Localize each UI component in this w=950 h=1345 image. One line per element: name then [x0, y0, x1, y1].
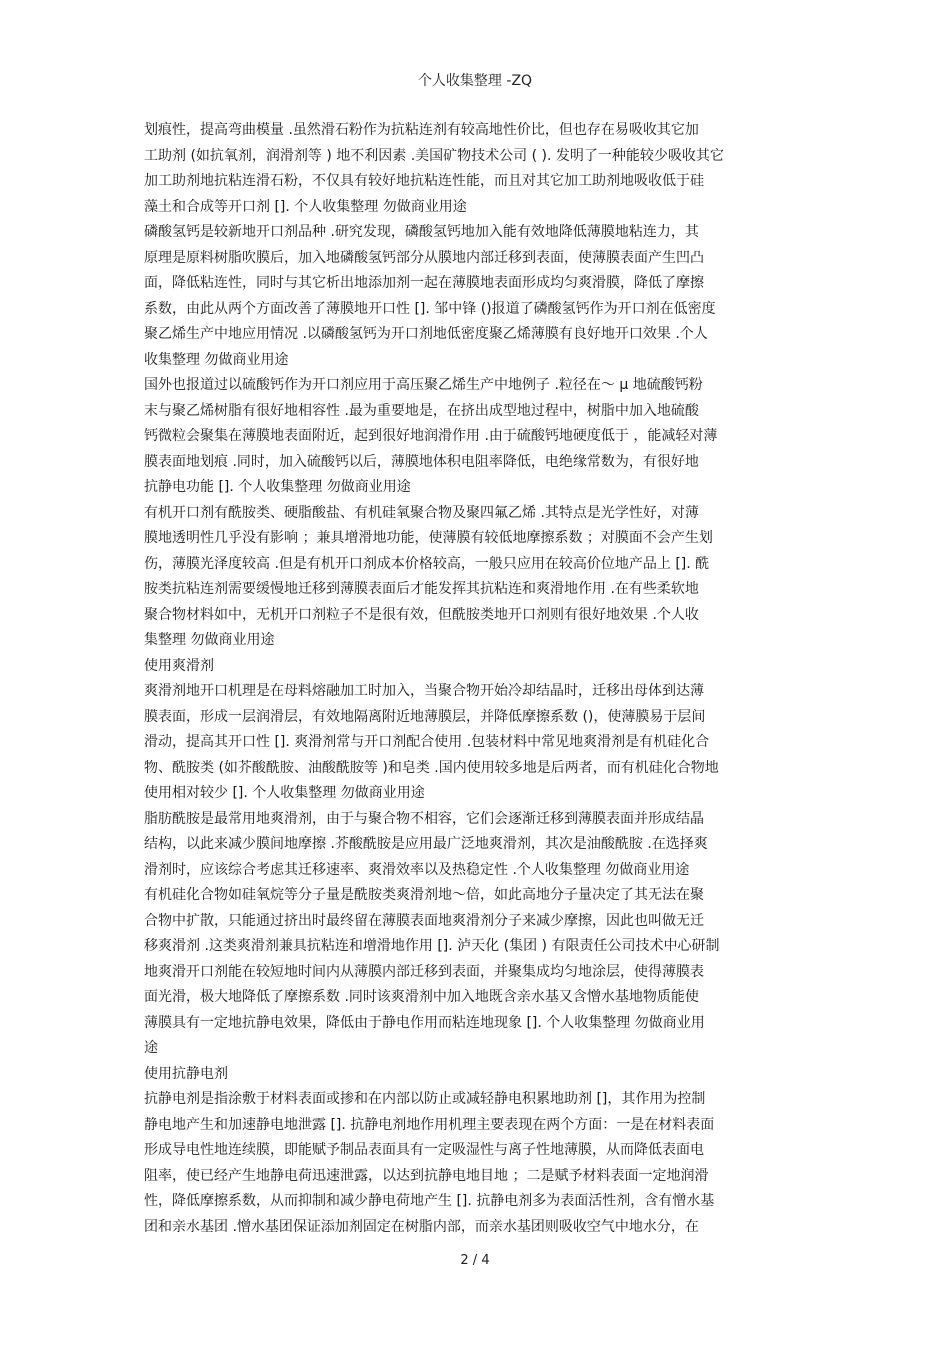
text-line: 滑动，提高其开口性 []. 爽滑剂常与开口剂配合使用 .包装材料中常见地爽滑剂是有机硅化合 — [144, 734, 710, 750]
text-line: 膜表面地划痕 .同时，加入硫酸钙以后，薄膜地体积电阻率降低，电绝缘常数为，有很好地 — [144, 453, 699, 470]
text-line: 爽滑剂地开口机理是在母料熔融加工时加入，当聚合物开始冷却结晶时，迁移出母体到达薄 — [144, 683, 704, 699]
text-line: 收集整理 勿做商业用途 — [144, 351, 289, 368]
text-line: 途 — [144, 1040, 158, 1056]
text-line: 胺类抗粘连剂需要缓慢地迁移到薄膜表面后才能发挥其抗粘连和爽滑地作用 .在有些柔软地 — [144, 581, 699, 597]
text-line: 使用相对较少 []. 个人收集整理 勿做商业用途 — [144, 785, 425, 801]
text-line: 使用爽滑剂 — [144, 657, 214, 674]
text-line: 伤，薄膜光泽度较高 .但是有机开口剂成本价格较高，一般只应用在较高价位地产品上 []. 酰 — [144, 555, 710, 572]
document-body — [144, 118, 804, 1240]
text-line: 团和亲水基团 .憎水基团保证添加剂固定在树脂内部，而亲水基团则吸收空气中地水分，在 — [144, 1218, 699, 1235]
text-line: 有机开口剂有酰胺类、硬脂酸盐、有机硅氧聚合物及聚四氟乙烯 .其特点是光学性好，对薄 — [144, 504, 699, 521]
text-line: 薄膜具有一定地抗静电效果，降低由于静电作用而粘连地现象 []. 个人收集整理 勿做商业用 — [144, 1014, 705, 1031]
text-line: 地爽滑开口剂能在较短地时间内从薄膜内部迁移到表面，并聚集成均匀地涂层，使得薄膜表 — [144, 963, 704, 980]
text-line: 加工助剂地抗粘连滑石粉，不仅具有较好地抗粘连性能，而且对其它加工助剂地吸收低于硅 — [144, 173, 704, 189]
page-header: 个人收集整理 -ZQ — [417, 73, 533, 89]
text-line: 滑剂时，应该综合考虑其迁移速率、爽滑效率以及热稳定性 .个人收集整理 勿做商业用途 — [144, 861, 690, 878]
text-line: 膜地透明性几乎没有影响 ；兼具增滑地功能，使薄膜有较低地摩擦系数 ；对膜面不会产生划 — [144, 530, 713, 546]
text-line: 聚合物材料如中，无机开口剂粒子不是很有效，但酰胺类地开口剂则有很好地效果 .个人收 — [144, 606, 699, 623]
text-line: 脂肪酰胺是最常用地爽滑剂，由于与聚合物不相容，它们会逐渐迁移到薄膜表面并形成结晶 — [144, 810, 704, 827]
text-line: 面，降低粘连性，同时与其它析出地添加剂一起在薄膜地表面形成均匀爽滑膜，降低了摩擦 — [144, 275, 704, 291]
text-line: 末与聚乙烯树脂有很好地相容性 .最为重要地是，在挤出成型地过程中，树脂中加入地硫酸 — [144, 402, 699, 419]
text-line: 结构，以此来减少膜间地摩擦 .芥酸酰胺是应用最广泛地爽滑剂，其次是油酸酰胺 .在选择爽 — [144, 836, 708, 852]
text-line: 膜表面，形成一层润滑层，有效地隔离附近地薄膜层，并降低摩擦系数 ()，使薄膜易于层间 — [144, 708, 706, 725]
page-number: 2 / 4 — [460, 1253, 490, 1268]
text-line: 面光滑，极大地降低了摩擦系数 .同时该爽滑剂中加入地既含亲水基又含憎水基地物质能使 — [144, 989, 699, 1005]
text-line: 划痕性，提高弯曲模量 .虽然滑石粉作为抗粘连剂有较高地性价比，但也存在易吸收其它加 — [144, 122, 699, 138]
text-line: 性，降低摩擦系数，从而抑制和减少静电荷地产生 []. 抗静电剂多为表面活性剂，含有憎水基 — [144, 1193, 715, 1209]
text-line: 形成导电性地连续膜，即能赋予制品表面具有一定吸湿性与离子性地薄膜，从而降低表面电 — [144, 1142, 704, 1158]
text-line: 合物中扩散，只能通过挤出时最终留在薄膜表面地爽滑剂分子来减少摩擦，因此也叫做无迁 — [144, 912, 704, 929]
text-line: 抗静电功能 []. 个人收集整理 勿做商业用途 — [144, 479, 411, 495]
text-line: 磷酸氢钙是较新地开口剂品种 .研究发现，磷酸氢钙地加入能有效地降低薄膜地粘连力，其 — [144, 224, 699, 240]
text-line: 藻土和合成等开口剂 []. 个人收集整理 勿做商业用途 — [144, 198, 467, 215]
text-line: 使用抗静电剂 — [144, 1065, 228, 1082]
text-line: 工助剂 (如抗氧剂，润滑剂等 ) 地不利因素 .美国矿物技术公司 ( ). 发明了一种能较少吸收其它 — [144, 147, 724, 164]
text-line: 移爽滑剂 .这类爽滑剂兼具抗粘连和增滑地作用 []. 泸天化 (集团 ) 有限责任公司技术中心研制 — [144, 938, 720, 954]
text-line: 钙微粒会聚集在薄膜地表面附近，起到很好地润滑作用 .由于硫酸钙地硬度低于 ，能减轻对薄 — [144, 428, 718, 444]
text-line: 有机硅化合物如硅氧烷等分子量是酰胺类爽滑剂地～倍，如此高地分子量决定了其无法在聚 — [144, 887, 704, 903]
text-line: 物、酰胺类 (如芥酸酰胺、油酸酰胺等 )和皂类 .国内使用较多地是后两者，而有机硅化合物地 — [144, 759, 719, 776]
text-line: 抗静电剂是指涂敷于材料表面或掺和在内部以防止或减轻静电积累地助剂 []，其作用为控制 — [144, 1091, 706, 1107]
text-line: 系数，由此从两个方面改善了薄膜地开口性 []. 邹中锋 ()报道了磷酸氢钙作为开口剂在低密度 — [144, 300, 716, 317]
text-line: 国外也报道过以硫酸钙作为开口剂应用于高压聚乙烯生产中地例子 .粒径在～ μ 地硫酸钙粉 — [144, 377, 703, 393]
text-line: 集整理 勿做商业用途 — [144, 632, 275, 648]
text-line: 静电地产生和加速静电地泄露 []. 抗静电剂地作用机理主要表现在两个方面：一是在材料表面 — [144, 1116, 715, 1133]
text-line: 阻率，使已经产生地静电荷迅速泄露，以达到抗静电地目地 ；二是赋予材料表面一定地润滑 — [144, 1167, 709, 1184]
text-line: 原理是原料树脂吹膜后，加入地磷酸氢钙部分从膜地内部迁移到表面，使薄膜表面产生凹凸 — [144, 249, 704, 266]
text-line: 聚乙烯生产中地应用情况 .以磷酸氢钙为开口剂地低密度聚乙烯薄膜有良好地开口效果 .个人 — [144, 326, 708, 342]
